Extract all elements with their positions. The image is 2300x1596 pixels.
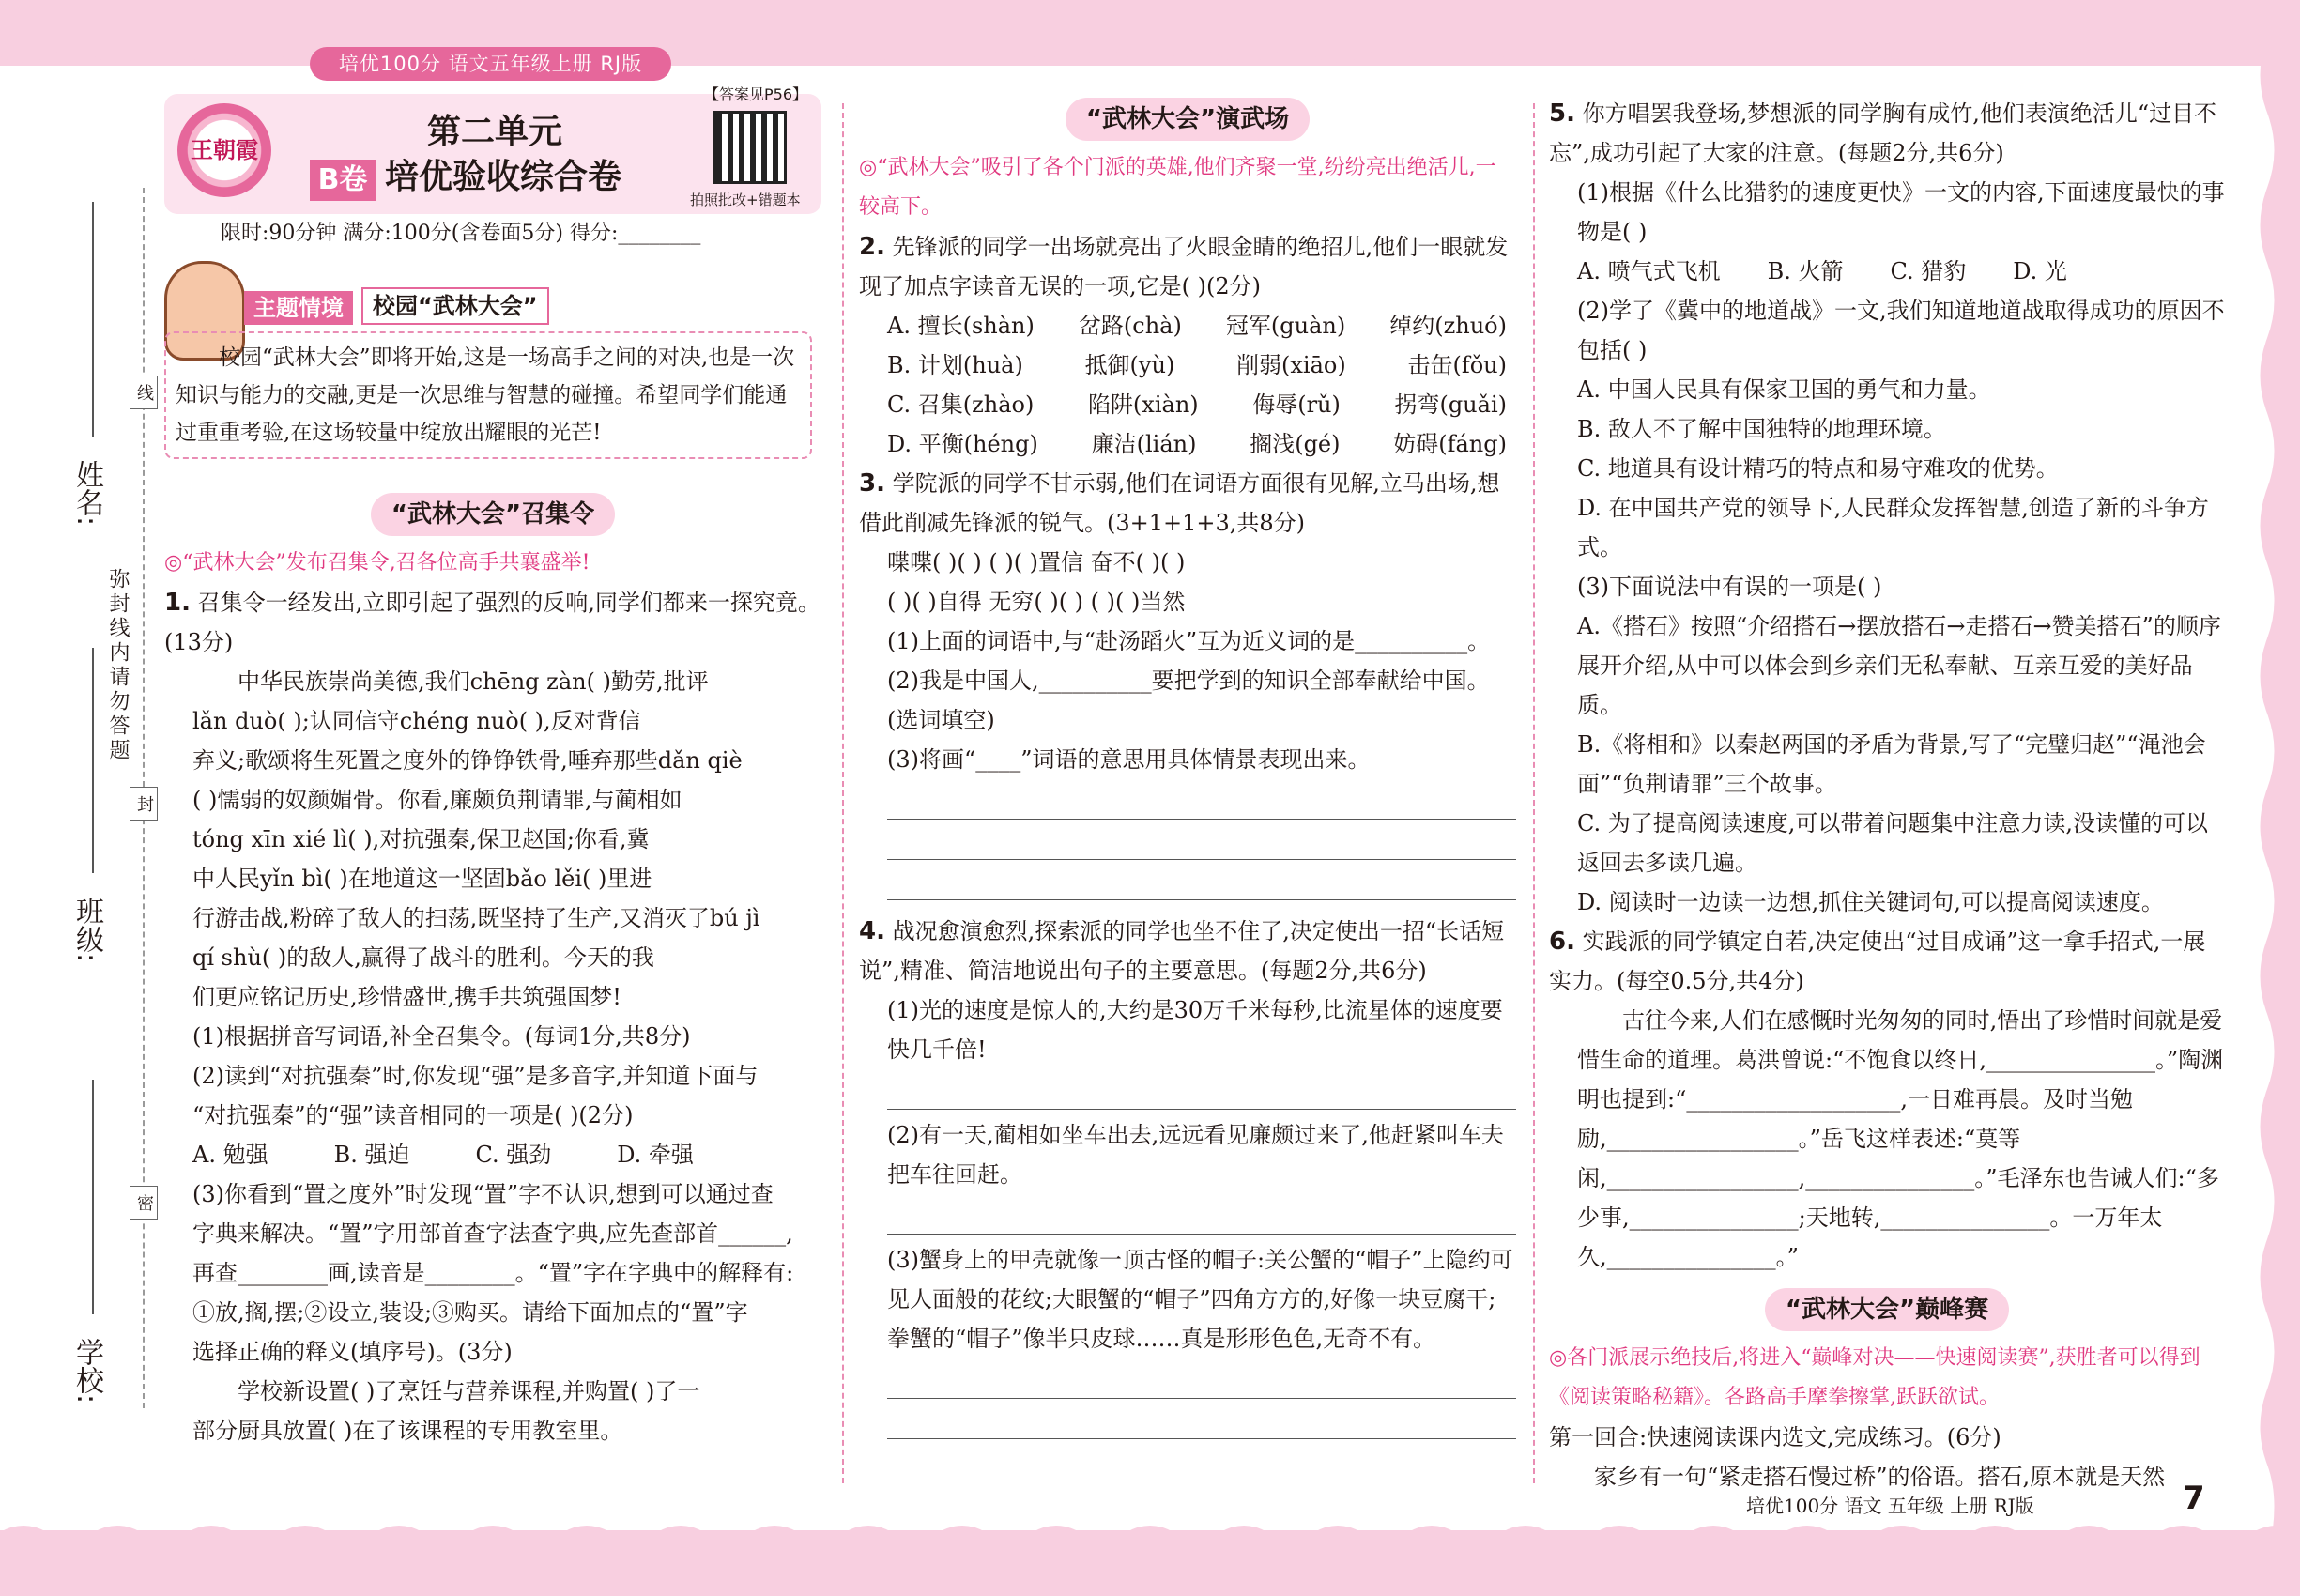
q3-words-row2: ( )( )自得 无穷( )( ) ( )( )当然 (887, 589, 1186, 615)
option-b[interactable]: B. 火箭 (1767, 258, 1844, 284)
option-word: 侮辱(rǔ) (1252, 391, 1341, 418)
option-a[interactable]: A. 勉强 (192, 1142, 268, 1168)
question-number: 2. (859, 233, 885, 261)
option-word: 抵御(yù) (1084, 352, 1175, 378)
page-number: 7 (2183, 1480, 2205, 1517)
q3-sub3: (3)将画“____”词语的意思用具体情景表现出来。 (887, 746, 1371, 773)
answer-line[interactable] (887, 820, 1516, 860)
brand-seal-logo: 王朝霞 (177, 103, 271, 197)
question-1 (164, 583, 821, 662)
question-6-text: 实践派的同学镇定自若,决定使出“过目成诵”这一拿手招式,一展实力。(每空0.5分,共4分) (1549, 928, 2206, 994)
page-footer: 培优100分 语文 五年级 上册 RJ版 (1746, 1495, 2034, 1517)
school-label: 学校: (70, 1338, 103, 1404)
passage-line: ( )懦弱的奴颜媚骨。你看,廉颇负荆请罪,与蔺相如 (192, 787, 682, 813)
q1-sub3-example: 部分厨具放置( )在了该课程的专用教室里。 (192, 1418, 623, 1444)
passage-line: 行游击战,粉碎了敌人的扫荡,既坚持了生产,又消灭了bú jì (192, 905, 760, 931)
option-c[interactable]: C. 强劲 (475, 1142, 552, 1168)
option-word: A. 擅长(shàn) (887, 313, 1035, 339)
question-5-text: 你方唱罢我登场,梦想派的同学胸有成竹,他们表演绝活儿“过目不忘”,成功引起了大家的注意。(每题2分,共6分) (1549, 100, 2217, 166)
theme-text: 校园“武林大会”即将开始,这是一场高手之间的对决,也是一次知识与能力的交融,更是一次思维与智慧的碰撞。希望同学们能通过重重考验,在这场较量中绽放出耀眼的光芒! (164, 331, 812, 459)
q1-sub2b: “对抗强秦”的“强”读音相同的一项是( )(2分) (192, 1102, 634, 1128)
title-block (164, 85, 821, 214)
passage-line: lǎn duò( );认同信守chéng nuò( ),反对背信 (192, 708, 641, 734)
option-a[interactable]: A. 中国人民具有保家卫国的勇气和力量。 (1577, 376, 1991, 403)
question-4-text: 战况愈演愈烈,探索派的同学也坐不住了,决定使出一招“长话短说”,精准、简洁地说出句子的主要意思。(每题2分,共6分) (859, 918, 1505, 984)
option-row-d[interactable] (859, 424, 1516, 464)
option-c[interactable]: C. 猎豹 (1890, 258, 1967, 284)
option-b[interactable]: B. 强迫 (333, 1142, 410, 1168)
q5-sub3: (3)下面说法中有误的一项是( ) (1577, 574, 1882, 600)
theme-tag: 主题情境 (244, 291, 353, 325)
option-word: 削弱(xiāo) (1236, 352, 1346, 378)
theme-block (164, 261, 821, 482)
passage-line: qí shù( )的敌人,赢得了战斗的胜利。今天的我 (192, 944, 654, 971)
option-word: 妨碍(fáng) (1393, 431, 1507, 457)
q1-sub1: (1)根据拼音写词语,补全召集令。(每词1分,共8分) (192, 1023, 691, 1050)
answer-line[interactable] (887, 860, 1516, 900)
option-a[interactable]: A.《搭石》按照“介绍搭石→摆放搭石→走搭石→赞美搭石”的顺序展开介绍,从中可以体会到乡亲们无私奉献、互亲互爱的美好品质。 (1577, 613, 2221, 718)
section-intro-arena: ◎“武林大会”吸引了各个门派的英雄,他们齐聚一堂,纷纷亮出绝活儿,一较高下。 (859, 156, 1496, 219)
section-intro-summons: ◎“武林大会”发布召集令,召各位高手共襄盛举! (164, 551, 590, 575)
passage-line: tóng xīn xié lì( ),对抗强秦,保卫赵国;你看,冀 (192, 826, 650, 852)
q1-sub3-line: 字典来解决。“置”字用部首查字法查字典,应先查部首______, (192, 1220, 793, 1247)
question-4 (859, 912, 1516, 990)
paper-label: B卷 (310, 160, 376, 201)
section-intro-final: ◎各门派展示绝技后,将进入“巅峰对决——快速阅读赛”,获胜者可以得到《阅读策略秘籍》。各路高手摩拳擦掌,跃跃欲试。 (1549, 1346, 2200, 1409)
question-3-text: 学院派的同学不甘示弱,他们在词语方面很有见解,立马出场,想借此削减先锋派的锐气。(3+1+1+3,共8分) (859, 470, 1500, 536)
seal-box-seal: 封 (130, 787, 158, 821)
q1-sub2a: (2)读到“对抗强秦”时,你发现“强”是多音字,并知道下面与 (192, 1063, 759, 1089)
section-title-final: “武林大会”巅峰赛 (1765, 1288, 2009, 1331)
option-d[interactable]: D. 阅读时一边读一边想,抓住关键词句,可以提高阅读速度。 (1577, 889, 2164, 915)
option-b[interactable]: B.《将相和》以秦赵两国的矛盾为背景,写了“完璧归赵”“渑池会面”“负荆请罪”三个故事。 (1577, 731, 2206, 797)
option-word: 击缶(fǒu) (1407, 352, 1507, 378)
column-divider-2 (1533, 103, 1535, 1483)
q1-sub3-line: 选择正确的释义(填序号)。(3分) (192, 1339, 513, 1365)
paper-title: 培优验收综合卷 (385, 158, 622, 196)
answer-reference: 【答案见P56】 (704, 85, 808, 103)
option-word: 陷阱(xiàn) (1087, 391, 1199, 418)
question-number: 3. (859, 469, 885, 498)
column-divider-1 (842, 103, 844, 1483)
answer-line[interactable] (887, 1069, 1516, 1110)
q1-sub2-options (164, 1135, 821, 1174)
q1-sub3-line: (3)你看到“置之度外”时发现“置”字不认识,想到可以通过查 (192, 1181, 774, 1207)
answer-line[interactable] (887, 1358, 1516, 1399)
option-word: C. 召集(zhào) (887, 391, 1035, 418)
name-label: 姓名: (70, 460, 103, 527)
series-header: 培优100分 语文五年级上册 RJ版 (310, 47, 671, 81)
seal-notice: 弥封线内请勿答题 (106, 568, 130, 763)
answer-line[interactable] (887, 779, 1516, 820)
option-c[interactable]: C. 地道具有设计精巧的特点和易守难攻的优势。 (1577, 455, 2059, 482)
question-1-text: 召集令一经发出,立即引起了强烈的反响,同学们都来一探究竟。(13分) (164, 590, 820, 655)
option-c[interactable]: C. 为了提高阅读速度,可以带着问题集中注意力读,没读懂的可以返回去多读几遍。 (1577, 810, 2209, 876)
passage-line: 中华民族崇尚美德,我们chēng zàn( )勤劳,批评 (238, 668, 709, 695)
question-number: 5. (1549, 100, 1575, 128)
passage-line: 弃义;歌颂将生死置之度外的铮铮铁骨,唾弃那些dǎn qiè (192, 747, 743, 774)
option-a[interactable]: A. 喷气式飞机 (1577, 258, 1721, 284)
option-word: D. 平衡(héng) (887, 431, 1038, 457)
option-row-a[interactable] (859, 306, 1516, 345)
round-title: 第一回合:快速阅读课内选文,完成练习。(6分) (1549, 1424, 2001, 1450)
question-2 (859, 227, 1516, 306)
option-word: 拐弯(guǎi) (1394, 391, 1507, 418)
option-word: 搁浅(gé) (1250, 431, 1341, 457)
question-3 (859, 464, 1516, 543)
answer-line[interactable] (887, 1194, 1516, 1235)
seal-box-line: 线 (130, 376, 158, 409)
option-word: 绰约(zhuó) (1389, 313, 1507, 339)
q6-passage: 古往今来,人们在感慨时光匆匆的同时,悟出了珍惜时间就是爱惜生命的道理。葛洪曾说:“不饱食以终日,_______________。”陶渊明也提到:“___________________,一日难再晨。及时当勉励,_________________。”岳飞这样表述:“莫等闲,_________________,_______________。”毛泽东也告诫人们:“多少事,_______________;天地转,_______________。一万年太久,_______________。” (1577, 1007, 2224, 1270)
option-d[interactable]: D. 在中国共产党的领导下,人民群众发挥智慧,创造了新的斗争方式。 (1577, 495, 2209, 560)
passage-line: 中人民yǐn bì( )在地道这一坚固bǎo lěi( )里进 (192, 866, 652, 892)
option-row-b[interactable] (859, 345, 1516, 385)
column-3 (1549, 94, 2225, 1496)
option-word: 岔路(chà) (1078, 313, 1182, 339)
option-word: B. 计划(huà) (887, 352, 1023, 378)
class-label: 班级: (70, 897, 103, 963)
question-number: 6. (1549, 928, 1575, 956)
bottom-frame-band (0, 1530, 2300, 1596)
q2-options (859, 306, 1516, 464)
option-d[interactable]: D. 光 (2013, 258, 2067, 284)
q1-sub3-line: ①放,搁,摆;②设立,装设;③购买。请给下面加点的“置”字 (192, 1299, 748, 1326)
section-title-arena: “武林大会”演武场 (1066, 98, 1310, 141)
option-d[interactable]: D. 牵强 (617, 1142, 694, 1168)
q3-words-row1: 喋喋( )( ) ( )( )置信 奋不( )( ) (887, 549, 1186, 575)
passage-line: 们更应铭记历史,珍惜盛世,携手共筑强国梦! (192, 984, 621, 1010)
q4-sub3: (3)蟹身上的甲壳就像一顶古怪的帽子:关公蟹的“帽子”上隐约可见人面般的花纹;大眼蟹的“帽子”四角方方的,好像一块豆腐干;拳蟹的“帽子”像半只皮球……真是形形色色,无奇不有。 (887, 1247, 1513, 1352)
school-blank-line (92, 1080, 94, 1314)
option-row-c[interactable] (859, 385, 1516, 424)
question-5 (1549, 94, 2225, 173)
unit-title: 第二单元 (427, 113, 563, 151)
question-number: 1. (164, 589, 191, 617)
q3-sub1: (1)上面的词语中,与“赴汤蹈火”互为近义词的是__________。 (887, 628, 1491, 654)
column-2 (859, 94, 1516, 1439)
q4-sub2: (2)有一天,蔺相如坐车出去,远远看见廉颇过来了,他赶紧叫车夫把车往回赶。 (887, 1122, 1504, 1188)
name-blank-line (92, 202, 94, 437)
qr-code-icon[interactable] (713, 111, 787, 184)
q1-sub3-line: 再查________画,读音是________。“置”字在字典中的解释有: (192, 1260, 794, 1286)
exam-limits: 限时:90分钟 满分:100分(含卷面5分) 得分:________ (221, 222, 701, 245)
section-title-summons: “武林大会”召集令 (371, 493, 615, 536)
q3-sub2: (2)我是中国人,__________要把学到的知识全部奉献给中国。(选词填空) (887, 668, 1490, 733)
option-word: 廉洁(lián) (1091, 431, 1197, 457)
q1-sub3-example: 学校新设置( )了烹饪与营养课程,并购置( )了一 (238, 1378, 700, 1404)
right-wave-border (2248, 38, 2300, 1558)
class-blank-line (92, 648, 94, 873)
question-6 (1549, 922, 2225, 1001)
qr-caption: 拍照批改+错题本 (690, 192, 801, 208)
q4-sub1: (1)光的速度是惊人的,大约是30万千米每秒,比流星体的速度要快几千倍! (887, 997, 1503, 1063)
reading-passage: 家乡有一句“紧走搭石慢过桥”的俗语。搭石,原本就是天然 (1594, 1464, 2166, 1490)
question-number: 4. (859, 917, 885, 945)
column-1 (164, 85, 821, 1450)
question-2-text: 先锋派的同学一出场就亮出了火眼金睛的绝招儿,他们一眼就发现了加点字读音无误的一项,它是( )(2分) (859, 234, 1509, 299)
q5-sub2: (2)学了《冀中的地道战》一文,我们知道地道战取得成功的原因不包括( ) (1577, 298, 2225, 363)
answer-line[interactable] (887, 1399, 1516, 1439)
q5-sub1-options (1549, 252, 2225, 291)
option-b[interactable]: B. 敌人不了解中国独特的地理环境。 (1577, 416, 1946, 442)
theme-name: 校园“武林大会” (361, 287, 549, 325)
seal-box-secret: 密 (130, 1186, 158, 1220)
q5-sub1: (1)根据《什么比猎豹的速度更快》一文的内容,下面速度最快的事物是( ) (1577, 179, 2225, 245)
option-word: 冠军(guàn) (1225, 313, 1346, 339)
question-1-passage (164, 662, 821, 1017)
